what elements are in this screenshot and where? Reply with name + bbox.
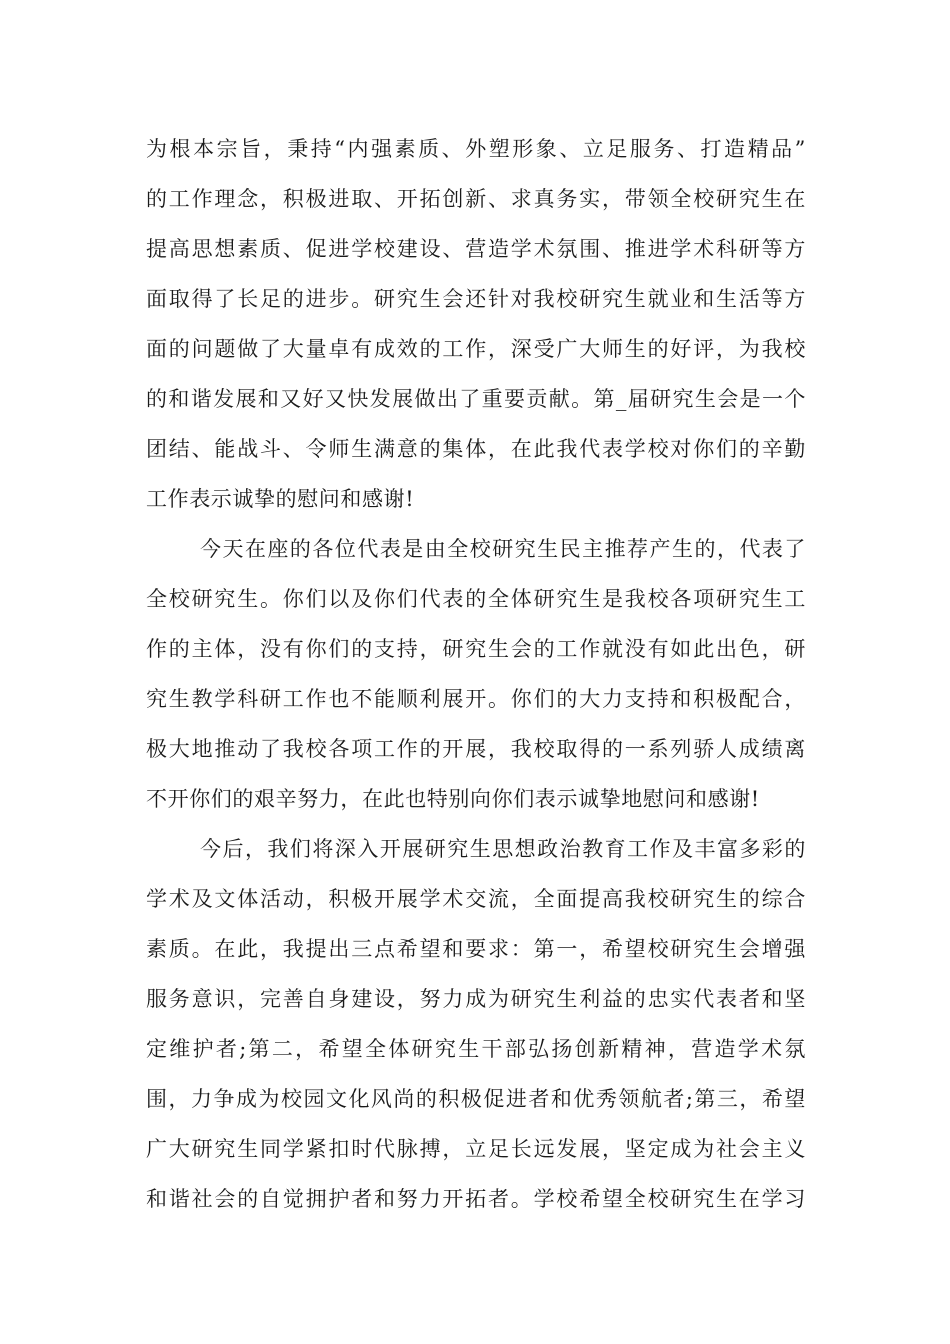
text-line: 为根本宗旨，秉持“内强素质、外塑形象、立足服务、打造精品”: [146, 137, 806, 161]
text-line: 面取得了长足的进步。研究生会还针对我校研究生就业和生活等方: [146, 287, 806, 311]
text-line: 素质。在此，我提出三点希望和要求：第一，希望校研究生会增强: [146, 937, 806, 961]
text-line: 全校研究生。你们以及你们代表的全体研究生是我校各项研究生工: [146, 587, 806, 611]
text-line: 提高思想素质、促进学校建设、营造学术氛围、推进学术科研等方: [146, 237, 806, 261]
text-line: 围，力争成为校园文化风尚的积极促进者和优秀领航者;第三，希望: [146, 1087, 806, 1111]
paragraph-first-line: 今后，我们将深入开展研究生思想政治教育工作及丰富多彩的: [200, 837, 806, 861]
text-line: 学术及文体活动，积极开展学术交流，全面提高我校研究生的综合: [146, 887, 806, 911]
text-line: 面的问题做了大量卓有成效的工作，深受广大师生的好评，为我校: [146, 337, 806, 361]
paragraph-end-line: 不开你们的艰辛努力，在此也特别向你们表示诚挚地慰问和感谢!: [146, 787, 760, 811]
text-line: 服务意识，完善自身建设，努力成为研究生利益的忠实代表者和坚: [146, 987, 806, 1011]
text-line: 作的主体，没有你们的支持，研究生会的工作就没有如此出色，研: [146, 637, 806, 661]
text-line: 定维护者;第二，希望全体研究生干部弘扬创新精神，营造学术氛: [146, 1037, 806, 1061]
text-line: 极大地推动了我校各项工作的开展，我校取得的一系列骄人成绩离: [146, 737, 806, 761]
paragraph-first-line: 今天在座的各位代表是由全校研究生民主推荐产生的，代表了: [200, 537, 806, 561]
paragraph-end-line: 工作表示诚挚的慰问和感谢!: [146, 487, 415, 511]
text-line: 团结、能战斗、令师生满意的集体，在此我代表学校对你们的辛勤: [146, 437, 806, 461]
text-line: 和谐社会的自觉拥护者和努力开拓者。学校希望全校研究生在学习: [146, 1187, 806, 1211]
text-line: 的和谐发展和又好又快发展做出了重要贡献。第_届研究生会是一个: [146, 387, 806, 411]
body-text: [146, 124, 806, 1224]
text-line: 究生教学科研工作也不能顺利展开。你们的大力支持和积极配合，: [146, 687, 806, 711]
text-line: 广大研究生同学紧扣时代脉搏，立足长远发展，坚定成为社会主义: [146, 1137, 806, 1161]
text-line: 的工作理念，积极进取、开拓创新、求真务实，带领全校研究生在: [146, 187, 806, 211]
